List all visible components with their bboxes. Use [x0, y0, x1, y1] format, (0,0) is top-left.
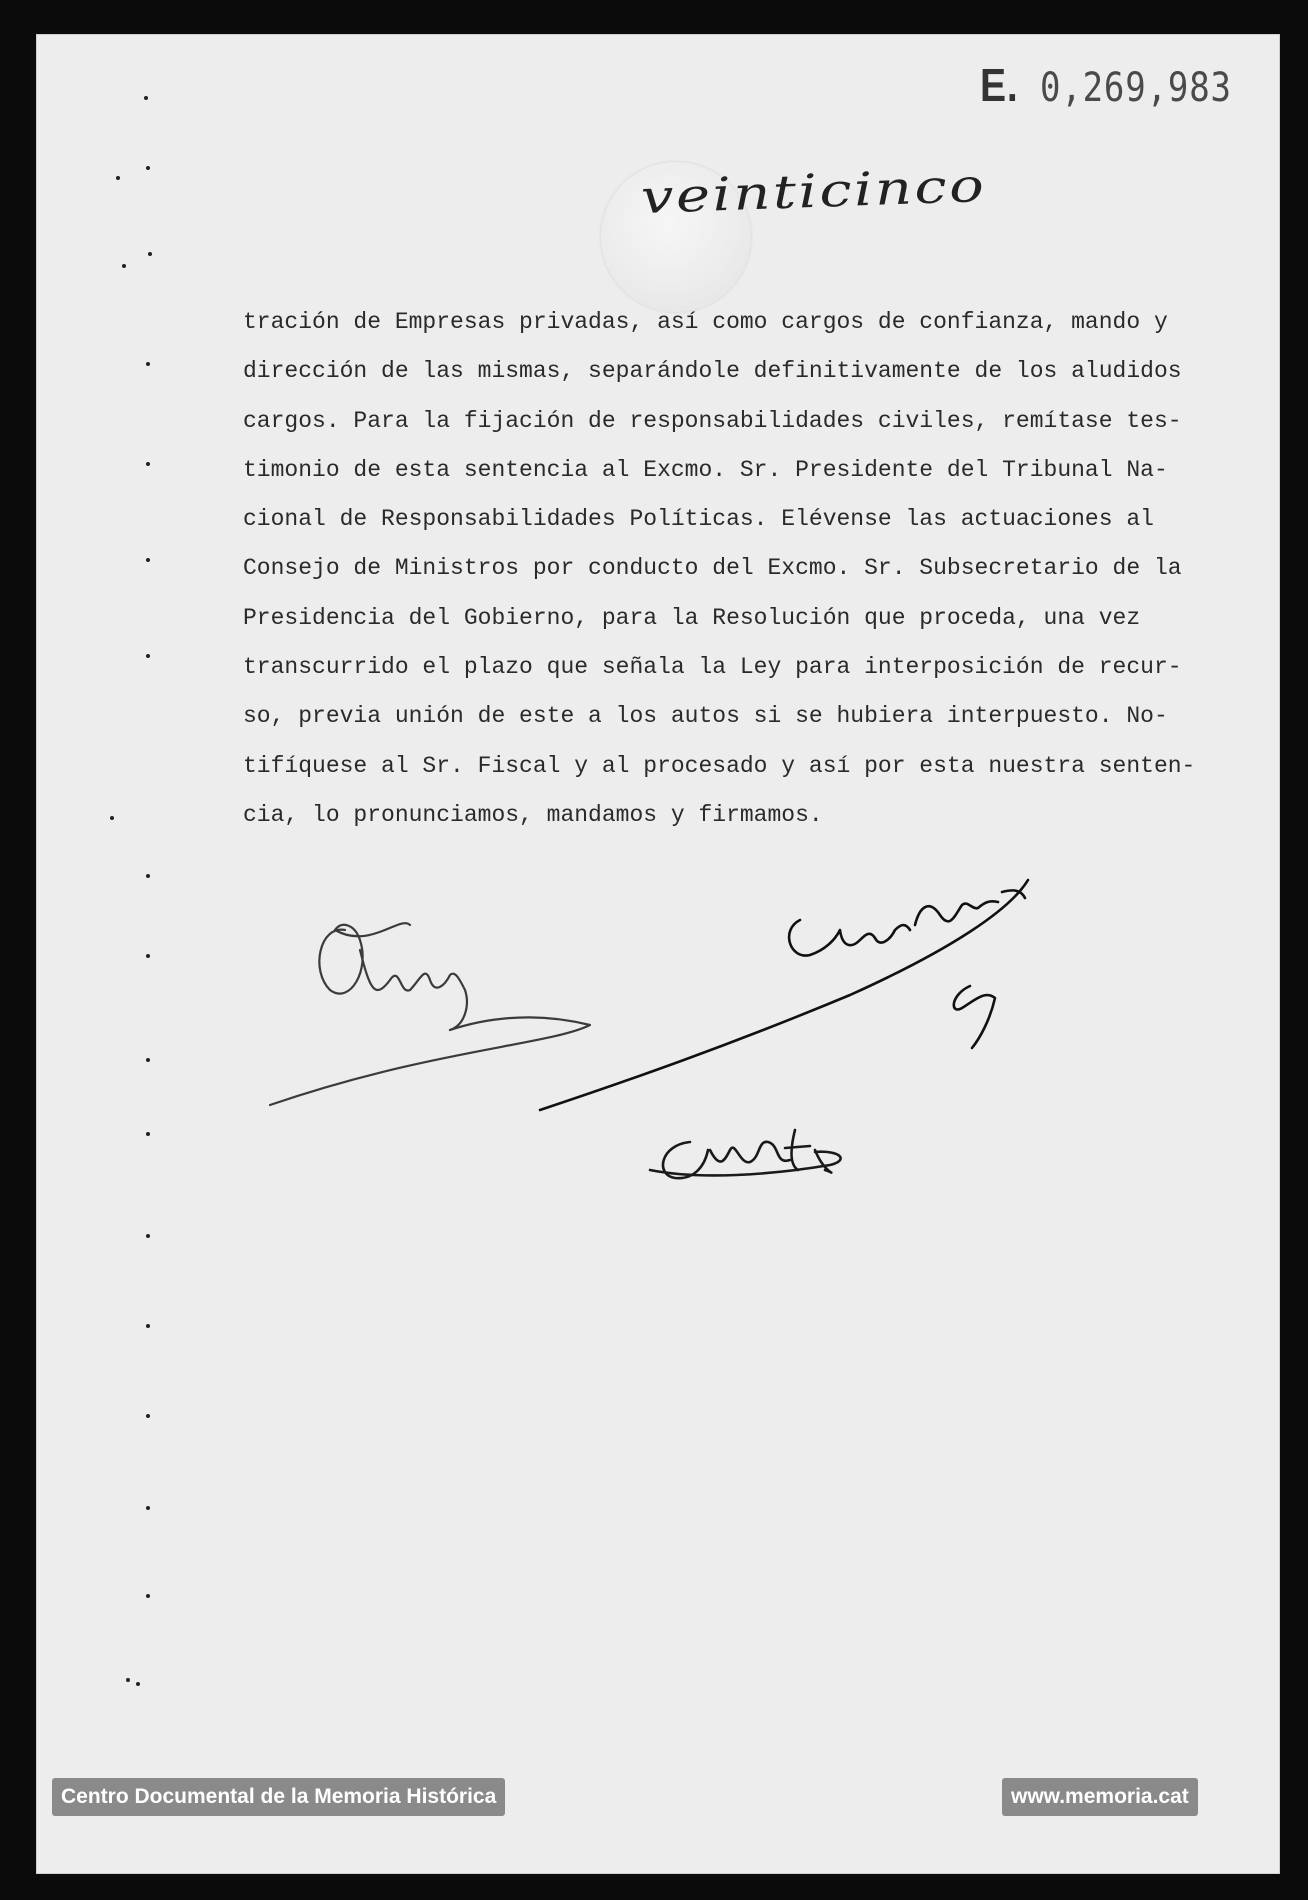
margin-dot [146, 558, 150, 562]
text-line: timonio de esta sentencia al Excmo. Sr. Presidente del Tribunal Na- [243, 456, 1168, 483]
margin-dot [146, 1594, 150, 1598]
archive-number [980, 58, 1232, 112]
margin-dot [146, 462, 150, 466]
margin-dot [146, 954, 150, 958]
margin-dot [146, 1324, 150, 1328]
text-line: tración de Empresas privadas, así como cargos de confianza, mando y [243, 309, 1168, 335]
handwritten-page-number: veinticinco [640, 157, 988, 224]
margin-dot [146, 166, 150, 170]
margin-dot [146, 362, 150, 366]
archive-number-value: 0,269,983 [1039, 65, 1232, 111]
margin-dot [144, 96, 148, 100]
margin-dot [146, 874, 150, 878]
signatures [250, 830, 1130, 1210]
text-line: dirección de las mismas, separándole definitivamente de los aludidos [243, 358, 1182, 385]
text-line: cional de Responsabilidades Políticas. Elévense las actuaciones al [243, 506, 1154, 533]
margin-dot [146, 1132, 150, 1136]
website-label: www.memoria.cat [1002, 1778, 1198, 1816]
margin-dot [110, 816, 114, 820]
signature-3 [650, 1130, 841, 1178]
margin-dot [126, 1678, 130, 1682]
margin-dot [146, 1506, 150, 1510]
signature-1 [270, 923, 590, 1105]
margin-dot [146, 1234, 150, 1238]
text-line: Consejo de Ministros por conducto del Excmo. Sr. Subsecretario de la [243, 555, 1182, 582]
archive-label: Centro Documental de la Memoria Histórica [52, 1778, 505, 1816]
text-line: Presidencia del Gobierno, para la Resolución que proceda, una vez [243, 604, 1141, 631]
text-line: transcurrido el plazo que señala la Ley para interposición de recur- [243, 654, 1182, 681]
margin-dot [146, 1058, 150, 1062]
margin-dot [116, 176, 120, 180]
margin-dot [148, 252, 152, 256]
text-line: cia, lo pronunciamos, mandamos y firmamos. [243, 801, 823, 828]
margin-dot [146, 1414, 150, 1418]
signature-2 [540, 880, 1028, 1110]
margin-dot [146, 654, 150, 658]
margin-dot [122, 264, 126, 268]
text-line: so, previa unión de este a los autos si se hubiera interpuesto. No- [243, 703, 1168, 730]
archive-number-prefix: E. [980, 59, 1019, 111]
text-line: tifíquese al Sr. Fiscal y al procesado y así por esta nuestra senten- [243, 752, 1196, 779]
margin-dot [136, 1682, 140, 1686]
typed-body-text [243, 298, 1223, 840]
text-line: cargos. Para la fijación de responsabilidades civiles, remítase tes- [243, 407, 1182, 434]
